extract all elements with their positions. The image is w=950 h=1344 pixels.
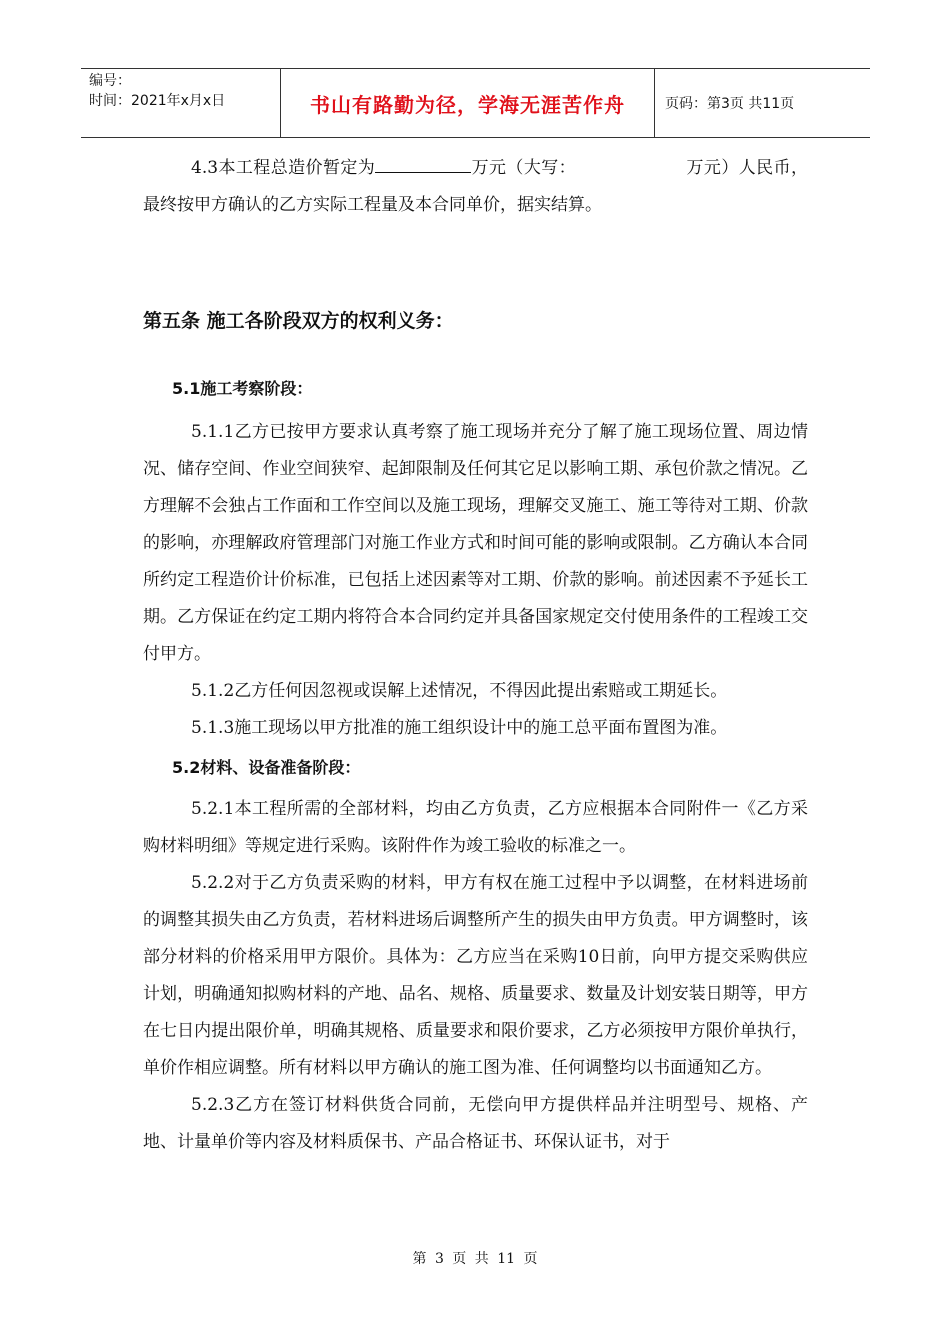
paragraph-5-1-3: 5.1.3施工现场以甲方批准的施工组织设计中的施工总平面布置图为准。 <box>191 718 728 738</box>
p43-part-a: 4.3本工程总造价暂定为 <box>191 158 376 178</box>
section-5-2-title: 5.2材料、设备准备阶段： <box>172 758 361 777</box>
paragraph-5-2-3: 5.2.3乙方在签订材料供货合同前，无偿向甲方提供样品并注明型号、规格、产地、计量单价等内容及材料质保书、产品合格证书、环保认证书，对于 <box>143 1095 808 1152</box>
article-5-title: 第五条 施工各阶段双方的权利义务： <box>143 310 454 332</box>
header-meta <box>81 69 281 137</box>
document-body <box>143 150 808 1161</box>
paragraph-5-1-2: 5.1.2乙方任何因忽视或误解上述情况，不得因此提出索赔或工期延长。 <box>191 681 728 701</box>
page-footer: 第 3 页 共 11 页 <box>412 1251 538 1267</box>
page-info: 页码：第3页 共11页 <box>665 96 795 112</box>
paragraph-4-3 <box>143 150 808 224</box>
p43-part-b: 万元（大写： <box>471 158 577 178</box>
paragraph-5-2-1: 5.2.1本工程所需的全部材料，均由乙方负责，乙方应根据本合同附件一《乙方采购材料明细》等规定进行采购。该附件作为竣工验收的标准之一。 <box>143 799 808 856</box>
number-label: 编号： <box>89 73 131 89</box>
paragraph-5-2-2: 5.2.2对于乙方负责采购的材料，甲方有权在施工过程中予以调整，在材料进场前的调整其损失由乙方负责，若材料进场后调整所产生的损失由甲方负责。甲方调整时，该部分材料的价格采用甲方限价。具体为：乙方应当在采购10日前，向甲方提交采购供应计划，明确通知拟购材料的产地、品名、规格、质量要求、数量及计划安装日期等，甲方在七日内提出限价单，明确其规格、质量要求和限价要求，乙方必须按甲方限价单执行，单价作相应调整。所有材料以甲方确认的施工图为准、任何调整均以书面通知乙方。 <box>143 873 808 1078</box>
header-motto-cell <box>281 69 655 137</box>
page-header <box>81 68 870 138</box>
amount-blank <box>375 154 471 173</box>
header-page-info <box>655 69 870 137</box>
p43-part-c: 万元）人民币，最终按甲方确认的乙方实际工程量及本合同单价，据实结算。 <box>143 158 808 215</box>
section-5-1-title: 5.1施工考察阶段： <box>172 379 313 398</box>
time-label: 时间：2021年x月x日 <box>89 93 226 109</box>
paragraph-5-1-1: 5.1.1乙方已按甲方要求认真考察了施工现场并充分了解了施工现场位置、周边情况、储存空间、作业空间狭窄、起卸限制及任何其它足以影响工期、承包价款之情况。乙方理解不会独占工作面和工作空间以及施工现场，理解交叉施工、施工等待对工期、价款的影响，亦理解政府管理部门对施工作业方式和时间可能的影响或限制。乙方确认本合同所约定工程造价计价标准，已包括上述因素等对工期、价款的影响。前述因素不予延长工期。乙方保证在约定工期内将符合本合同约定并具备国家规定交付使用条件的工程竣工交付甲方。 <box>143 422 808 664</box>
header-motto: 书山有路勤为径，学海无涯苦作舟 <box>310 92 625 117</box>
